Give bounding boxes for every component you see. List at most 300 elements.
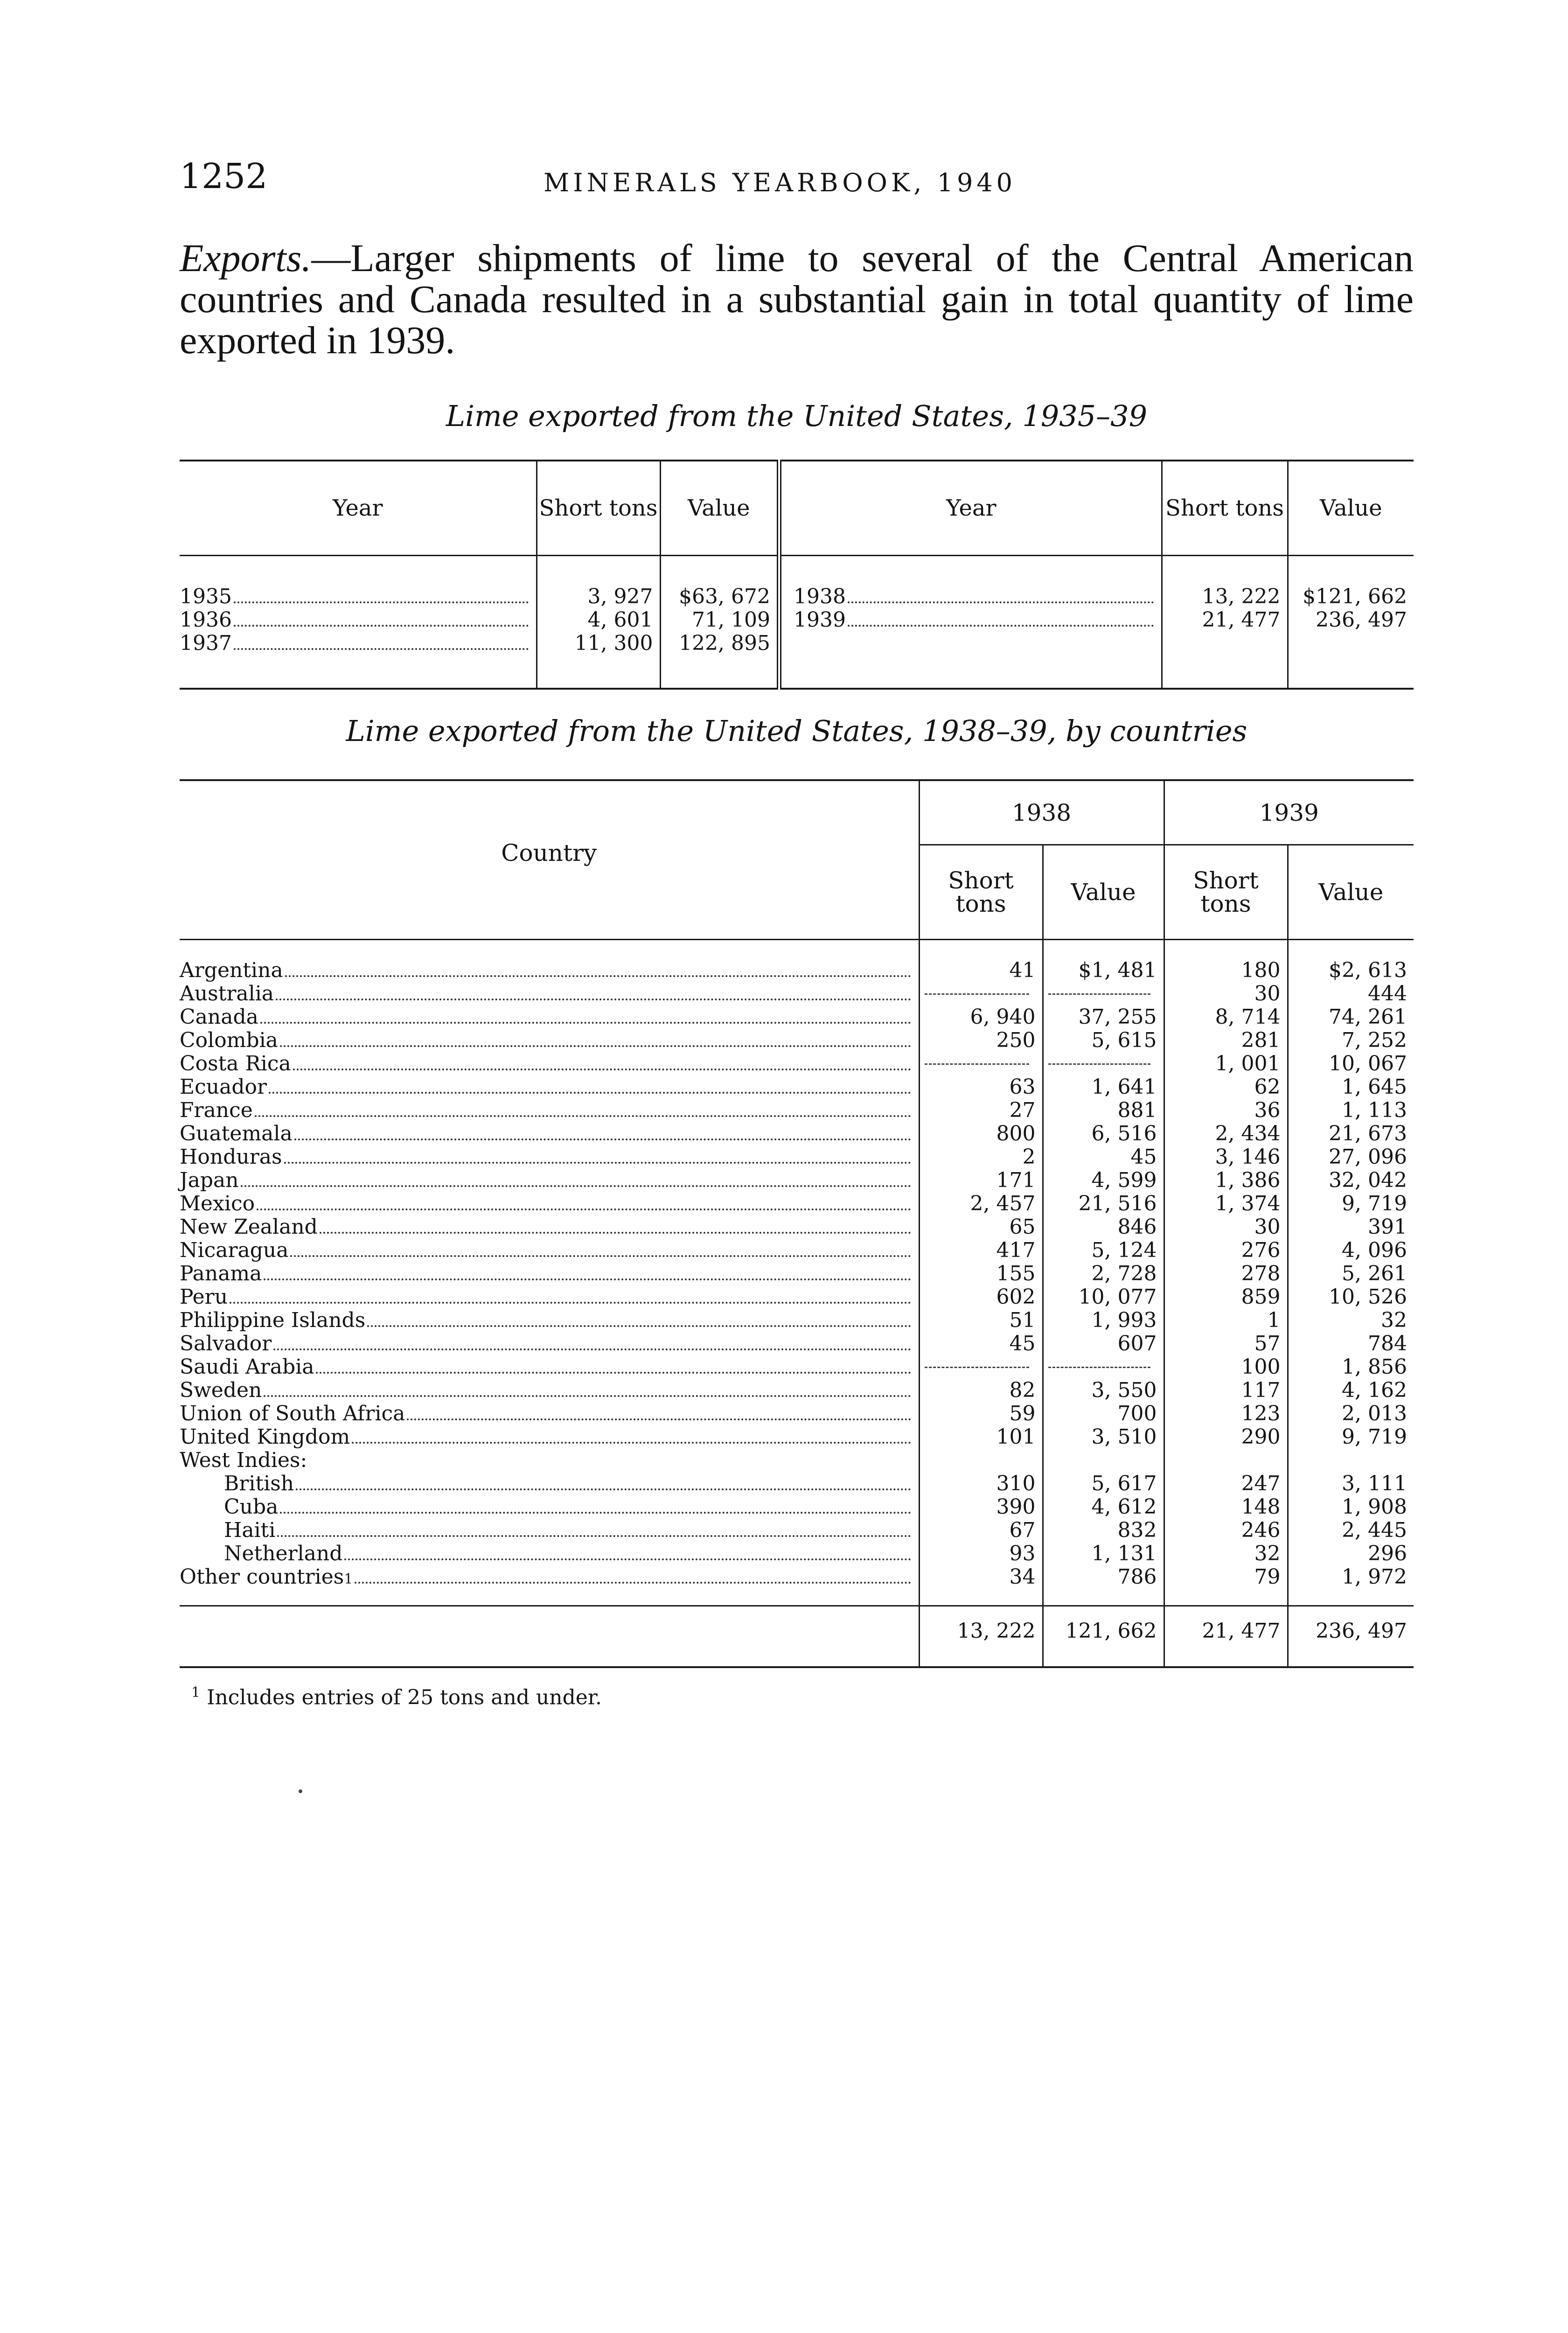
value-1938-cell: 607 — [1043, 1332, 1164, 1355]
table2-year-row — [180, 780, 1414, 845]
value-cell: $63, 672 — [679, 585, 770, 608]
country-cell — [180, 1285, 919, 1309]
value-1938-cell: $1, 481 — [1043, 940, 1164, 983]
value-1939-cell: 9, 719 — [1288, 1425, 1414, 1449]
value-1939-cell: 2, 013 — [1288, 1402, 1414, 1425]
tons-1938-cell: 800 — [919, 1122, 1043, 1146]
leader-dots — [316, 1372, 911, 1374]
country-cell — [180, 1472, 919, 1495]
value-1938-cell: 37, 255 — [1043, 1006, 1164, 1029]
value-1939-cell: 391 — [1288, 1215, 1414, 1239]
value-1938-cell: 5, 615 — [1043, 1029, 1164, 1052]
country-cell — [180, 1355, 919, 1379]
country-name: Honduras — [180, 1145, 282, 1169]
country-cell — [180, 1495, 919, 1519]
right-years — [779, 556, 1162, 689]
country-row — [180, 1309, 1414, 1332]
print-speck — [299, 1789, 302, 1793]
value-1938-cell: 3, 550 — [1043, 1379, 1164, 1402]
value-1938-cell: 1, 641 — [1043, 1076, 1164, 1099]
col-value-1938: Value — [1043, 845, 1164, 940]
country-row — [180, 1472, 1414, 1495]
tons-1938-cell — [919, 1052, 1043, 1076]
country-label — [180, 1215, 919, 1239]
leader-dots — [284, 1162, 911, 1164]
country-label — [180, 1542, 919, 1565]
country-cell — [180, 1542, 919, 1565]
year-cell: 1936 — [180, 608, 536, 632]
value-1938-cell: 700 — [1043, 1402, 1164, 1425]
country-name: Cuba — [224, 1495, 279, 1519]
country-label — [180, 1355, 919, 1379]
value-cell: $121, 662 — [1303, 585, 1407, 608]
country-row — [180, 1099, 1414, 1122]
country-row — [180, 940, 1414, 983]
value-1938-cell: 6, 516 — [1043, 1122, 1164, 1146]
tons-1939-cell: 36 — [1164, 1099, 1288, 1122]
country-name: Sweden — [180, 1378, 262, 1402]
tons-cell: 4, 601 — [587, 608, 653, 632]
value-1939-cell: 10, 067 — [1288, 1052, 1414, 1076]
country-label — [180, 1519, 919, 1542]
leader-dots — [241, 1185, 911, 1187]
country-name: Netherland — [224, 1542, 343, 1565]
tons-1939-cell: 30 — [1164, 982, 1288, 1006]
country-row — [180, 1565, 1414, 1606]
country-name: Other countries — [180, 1565, 344, 1589]
paragraph-lead: Exports. — [180, 237, 312, 280]
value-1939-cell: 444 — [1288, 982, 1414, 1006]
page-number: 1252 — [180, 156, 268, 196]
tons-1939-cell: 1, 386 — [1164, 1169, 1288, 1192]
table2-caption: Lime exported from the United States, 1938–39, by countries — [346, 714, 1247, 748]
leader-dots — [280, 1045, 911, 1047]
col-tons-right: Short tons — [1162, 461, 1288, 556]
country-rows — [180, 940, 1414, 1606]
country-row — [180, 1029, 1414, 1052]
leader-dots — [285, 975, 911, 977]
value-1939-cell: 74, 261 — [1288, 1006, 1414, 1029]
country-cell — [180, 940, 919, 983]
country-label — [180, 1239, 919, 1262]
tons-1939-cell: 2, 434 — [1164, 1122, 1288, 1146]
table1-header-row — [180, 461, 1414, 556]
col-country: Country — [180, 780, 919, 940]
col-value-right: Value — [1288, 461, 1414, 556]
year-cell: 1939 — [794, 608, 1161, 632]
tons-1939-cell: 8, 714 — [1164, 1006, 1288, 1029]
country-row — [180, 1215, 1414, 1239]
value-1938-cell: 3, 510 — [1043, 1425, 1164, 1449]
country-cell — [180, 1099, 919, 1122]
country-row — [180, 1495, 1414, 1519]
value-1938-cell: 10, 077 — [1043, 1285, 1164, 1309]
leader-dots — [255, 1115, 911, 1117]
tons-1938-cell: 250 — [919, 1029, 1043, 1052]
country-label — [180, 1565, 919, 1591]
col-tons-1939: Short tons — [1164, 845, 1288, 940]
tons-1939-cell: 247 — [1164, 1472, 1288, 1495]
country-name: Costa Rica — [180, 1052, 291, 1076]
country-cell — [180, 1215, 919, 1239]
footnote — [191, 1684, 602, 1710]
leader-dots — [296, 1488, 911, 1490]
value-1939-cell: 4, 096 — [1288, 1239, 1414, 1262]
no-data-dash — [925, 1063, 1029, 1065]
value-1939-cell: 5, 261 — [1288, 1262, 1414, 1285]
country-name: United Kingdom — [180, 1425, 350, 1449]
value-1938-cell: 1, 993 — [1043, 1309, 1164, 1332]
country-row — [180, 1076, 1414, 1099]
value-1938-cell: 4, 612 — [1043, 1495, 1164, 1519]
value-1938-cell: 4, 599 — [1043, 1169, 1164, 1192]
value-1938-cell: 21, 516 — [1043, 1192, 1164, 1215]
country-label — [180, 1169, 919, 1192]
tons-1938-cell: 41 — [919, 940, 1043, 983]
country-cell — [180, 1379, 919, 1402]
country-row — [180, 1169, 1414, 1192]
tons-1938-cell: 59 — [919, 1402, 1043, 1425]
country-label — [180, 959, 919, 982]
value-1938-cell: 2, 728 — [1043, 1262, 1164, 1285]
leader-dots — [280, 1512, 911, 1514]
tons-1938-cell: 65 — [919, 1215, 1043, 1239]
empty-cell — [1043, 1449, 1164, 1472]
value-cell: 122, 895 — [679, 631, 770, 655]
value-cell: 236, 497 — [1316, 608, 1407, 632]
leader-dots — [355, 1582, 911, 1584]
empty-cell — [1288, 1449, 1414, 1472]
tons-1939-cell: 1, 374 — [1164, 1192, 1288, 1215]
tons-cell: 3, 927 — [587, 585, 653, 608]
value-1939-cell: 1, 972 — [1288, 1565, 1414, 1606]
country-row — [180, 1519, 1414, 1542]
country-name: France — [180, 1098, 253, 1122]
col-tons-1938: Short tons — [919, 845, 1043, 940]
country-label — [180, 1425, 919, 1449]
country-name: Australia — [180, 982, 274, 1006]
tons-1938-cell: 101 — [919, 1425, 1043, 1449]
value-1939-cell: 4, 162 — [1288, 1379, 1414, 1402]
country-cell — [180, 1029, 919, 1052]
country-name: Salvador — [180, 1332, 272, 1355]
country-cell — [180, 1122, 919, 1146]
leader-dots — [264, 1278, 911, 1280]
country-name: Japan — [180, 1168, 239, 1192]
country-name: Saudi Arabia — [180, 1355, 314, 1379]
country-cell — [180, 982, 919, 1006]
tons-1938-cell: 63 — [919, 1076, 1043, 1099]
country-cell — [180, 1519, 919, 1542]
tons-1938-cell: 93 — [919, 1542, 1043, 1565]
tons-cell: 21, 477 — [1202, 608, 1281, 632]
country-name: Nicaragua — [180, 1238, 289, 1262]
country-row — [180, 1379, 1414, 1402]
leader-dots — [367, 1325, 911, 1327]
country-label — [180, 1285, 919, 1309]
leader-dots — [264, 1395, 911, 1397]
tons-1938-cell: 67 — [919, 1519, 1043, 1542]
country-label — [180, 1309, 919, 1332]
west-indies-label: West Indies: — [180, 1448, 307, 1472]
tons-1939-cell: 30 — [1164, 1215, 1288, 1239]
totals-row — [180, 1606, 1414, 1668]
country-row — [180, 1332, 1414, 1355]
country-name: Peru — [180, 1285, 228, 1309]
no-data-dash — [925, 993, 1029, 995]
value-1939-cell: 7, 252 — [1288, 1029, 1414, 1052]
value-1939-cell: 10, 526 — [1288, 1285, 1414, 1309]
col-year-1939: 1939 — [1164, 780, 1414, 845]
tons-1938-cell: 2, 457 — [919, 1192, 1043, 1215]
country-cell — [180, 1565, 919, 1606]
country-label — [180, 1099, 919, 1122]
footnote-text: Includes entries of 25 tons and under. — [200, 1685, 602, 1710]
country-cell — [180, 1052, 919, 1076]
country-label — [180, 1262, 919, 1285]
value-1939-cell: 32, 042 — [1288, 1169, 1414, 1192]
country-row — [180, 1402, 1414, 1425]
country-label — [180, 1332, 919, 1355]
country-cell — [180, 1402, 919, 1425]
col-value-left: Value — [660, 461, 779, 556]
country-name: British — [224, 1472, 294, 1495]
country-label — [180, 982, 919, 1006]
value-1938-cell — [1043, 982, 1164, 1006]
value-1939-cell: 296 — [1288, 1542, 1414, 1565]
tons-1939-cell: 148 — [1164, 1495, 1288, 1519]
lime-exports-by-year-table — [180, 460, 1414, 690]
tons-1939-cell: 859 — [1164, 1285, 1288, 1309]
year-cell: 1937 — [180, 632, 536, 655]
tons-1939-cell: 100 — [1164, 1355, 1288, 1379]
total-value-1938: 121, 662 — [1043, 1606, 1164, 1668]
tons-1939-cell: 290 — [1164, 1425, 1288, 1449]
country-cell — [180, 1169, 919, 1192]
table1-body-row — [180, 556, 1414, 689]
value-1939-cell: 784 — [1288, 1332, 1414, 1355]
west-indies-group-row — [180, 1449, 1414, 1472]
country-label — [180, 1472, 919, 1495]
leader-dots — [294, 1139, 911, 1140]
leader-dots — [230, 1302, 911, 1304]
col-tons-left: Short tons — [537, 461, 660, 556]
country-row — [180, 1355, 1414, 1379]
tons-1939-cell: 278 — [1164, 1262, 1288, 1285]
country-name: Mexico — [180, 1192, 255, 1215]
col-year-right: Year — [779, 461, 1162, 556]
country-row — [180, 1192, 1414, 1215]
tons-1938-cell: 171 — [919, 1169, 1043, 1192]
country-row — [180, 982, 1414, 1006]
value-1939-cell: $2, 613 — [1288, 940, 1414, 983]
tons-1938-cell — [919, 982, 1043, 1006]
right-tons — [1162, 556, 1288, 689]
tons-1939-cell: 32 — [1164, 1542, 1288, 1565]
value-1939-cell: 9, 719 — [1288, 1192, 1414, 1215]
country-cell — [180, 1146, 919, 1169]
leader-dots — [273, 1348, 911, 1350]
country-row — [180, 1542, 1414, 1565]
tons-1939-cell: 62 — [1164, 1076, 1288, 1099]
tons-1938-cell: 51 — [919, 1309, 1043, 1332]
no-data-dash — [1048, 1367, 1150, 1368]
lime-exports-by-country-table — [180, 779, 1414, 1668]
country-label — [180, 1029, 919, 1052]
tons-1938-cell: 2 — [919, 1146, 1043, 1169]
tons-1939-cell: 1, 001 — [1164, 1052, 1288, 1076]
tons-1939-cell: 281 — [1164, 1029, 1288, 1052]
country-row — [180, 1239, 1414, 1262]
value-1939-cell: 27, 096 — [1288, 1146, 1414, 1169]
empty-cell — [1164, 1449, 1288, 1472]
leader-dots — [407, 1418, 911, 1420]
country-row — [180, 1146, 1414, 1169]
totals-label — [180, 1606, 919, 1668]
value-1939-cell: 1, 856 — [1288, 1355, 1414, 1379]
leader-dots — [257, 1208, 911, 1210]
footnote-ref: 1 — [344, 1571, 353, 1587]
leader-dots — [352, 1442, 911, 1444]
year-cell: 1938 — [794, 585, 1161, 608]
country-name: Panama — [180, 1262, 262, 1285]
country-label — [180, 1076, 919, 1099]
country-name: Union of South Africa — [180, 1402, 405, 1425]
total-tons-1938: 13, 222 — [919, 1606, 1043, 1668]
country-row — [180, 1285, 1414, 1309]
value-1938-cell: 881 — [1043, 1099, 1164, 1122]
paragraph-text: —Larger shipments of lime to several of the Central American countries and Canada resulted in a substantial gain in total quantity of lime exported in 1939. — [180, 237, 1414, 362]
value-1939-cell: 1, 645 — [1288, 1076, 1414, 1099]
leader-dots — [269, 1092, 911, 1094]
col-year-left: Year — [180, 461, 537, 556]
country-row — [180, 1425, 1414, 1449]
country-cell — [180, 1425, 919, 1449]
country-name: Ecuador — [180, 1075, 267, 1099]
tons-cell: 13, 222 — [1202, 585, 1281, 608]
country-name: Canada — [180, 1005, 258, 1029]
value-1939-cell: 3, 111 — [1288, 1472, 1414, 1495]
country-name: Argentina — [180, 958, 283, 982]
value-1938-cell — [1043, 1355, 1164, 1379]
country-cell — [180, 1262, 919, 1285]
value-1938-cell: 5, 124 — [1043, 1239, 1164, 1262]
country-cell — [180, 1239, 919, 1262]
no-data-dash — [1048, 993, 1150, 995]
col-year-1938: 1938 — [919, 780, 1164, 845]
country-row — [180, 1052, 1414, 1076]
country-label — [180, 1146, 919, 1169]
total-tons-1939: 21, 477 — [1164, 1606, 1288, 1668]
leader-dots — [277, 1535, 911, 1537]
value-1938-cell: 45 — [1043, 1146, 1164, 1169]
tons-1939-cell: 276 — [1164, 1239, 1288, 1262]
left-years — [180, 556, 537, 689]
tons-1939-cell: 117 — [1164, 1379, 1288, 1402]
tons-1938-cell: 6, 940 — [919, 1006, 1043, 1029]
empty-cell — [919, 1449, 1043, 1472]
value-1939-cell: 32 — [1288, 1309, 1414, 1332]
tons-1938-cell: 390 — [919, 1495, 1043, 1519]
tons-1938-cell — [919, 1355, 1043, 1379]
country-name: Guatemala — [180, 1122, 293, 1146]
country-label — [180, 1122, 919, 1146]
country-row — [180, 1122, 1414, 1146]
leader-dots — [276, 999, 911, 1000]
tons-1938-cell: 155 — [919, 1262, 1043, 1285]
exports-paragraph — [180, 238, 1414, 361]
no-data-dash — [925, 1367, 1029, 1368]
country-row — [180, 1006, 1414, 1029]
year-cell: 1935 — [180, 585, 536, 608]
left-values — [660, 556, 779, 689]
country-cell — [180, 1006, 919, 1029]
value-1939-cell: 21, 673 — [1288, 1122, 1414, 1146]
leader-dots — [320, 1232, 911, 1234]
value-1938-cell: 786 — [1043, 1565, 1164, 1606]
country-cell — [180, 1192, 919, 1215]
tons-1938-cell: 602 — [919, 1285, 1043, 1309]
country-label — [180, 1052, 919, 1076]
value-1938-cell: 832 — [1043, 1519, 1164, 1542]
value-1938-cell — [1043, 1052, 1164, 1076]
country-label — [180, 1402, 919, 1425]
tons-1938-cell: 82 — [919, 1379, 1043, 1402]
total-value-1939: 236, 497 — [1288, 1606, 1414, 1668]
country-cell — [180, 1332, 919, 1355]
leader-dots — [293, 1069, 911, 1070]
value-1938-cell: 5, 617 — [1043, 1472, 1164, 1495]
value-1939-cell: 1, 113 — [1288, 1099, 1414, 1122]
country-label — [180, 1495, 919, 1519]
country-name: New Zealand — [180, 1215, 318, 1239]
leader-dots — [290, 1255, 911, 1257]
country-name: Haiti — [224, 1518, 276, 1542]
leader-dots — [260, 1022, 911, 1024]
table1-caption: Lime exported from the United States, 1935–39 — [446, 399, 1148, 433]
country-cell — [180, 1076, 919, 1099]
country-name: Colombia — [180, 1028, 278, 1052]
right-values — [1288, 556, 1414, 689]
value-1938-cell: 846 — [1043, 1215, 1164, 1239]
tons-1939-cell: 79 — [1164, 1565, 1288, 1606]
value-1939-cell: 2, 445 — [1288, 1519, 1414, 1542]
value-1939-cell: 1, 908 — [1288, 1495, 1414, 1519]
no-data-dash — [1048, 1063, 1150, 1065]
country-name: Philippine Islands — [180, 1308, 366, 1332]
tons-1939-cell: 246 — [1164, 1519, 1288, 1542]
country-label — [180, 1006, 919, 1029]
footnote-mark: 1 — [191, 1684, 201, 1701]
tons-1938-cell: 45 — [919, 1332, 1043, 1355]
country-row — [180, 1262, 1414, 1285]
value-1938-cell: 1, 131 — [1043, 1542, 1164, 1565]
tons-1938-cell: 417 — [919, 1239, 1043, 1262]
value-cell: 71, 109 — [692, 608, 770, 632]
tons-1939-cell: 180 — [1164, 940, 1288, 983]
tons-1938-cell: 27 — [919, 1099, 1043, 1122]
country-label — [180, 1379, 919, 1402]
tons-1939-cell: 123 — [1164, 1402, 1288, 1425]
country-cell — [180, 1309, 919, 1332]
tons-1939-cell: 3, 146 — [1164, 1146, 1288, 1169]
tons-1938-cell: 310 — [919, 1472, 1043, 1495]
left-tons — [537, 556, 660, 689]
tons-1939-cell: 57 — [1164, 1332, 1288, 1355]
leader-dots — [344, 1558, 911, 1560]
country-label — [180, 1192, 919, 1215]
tons-1939-cell: 1 — [1164, 1309, 1288, 1332]
